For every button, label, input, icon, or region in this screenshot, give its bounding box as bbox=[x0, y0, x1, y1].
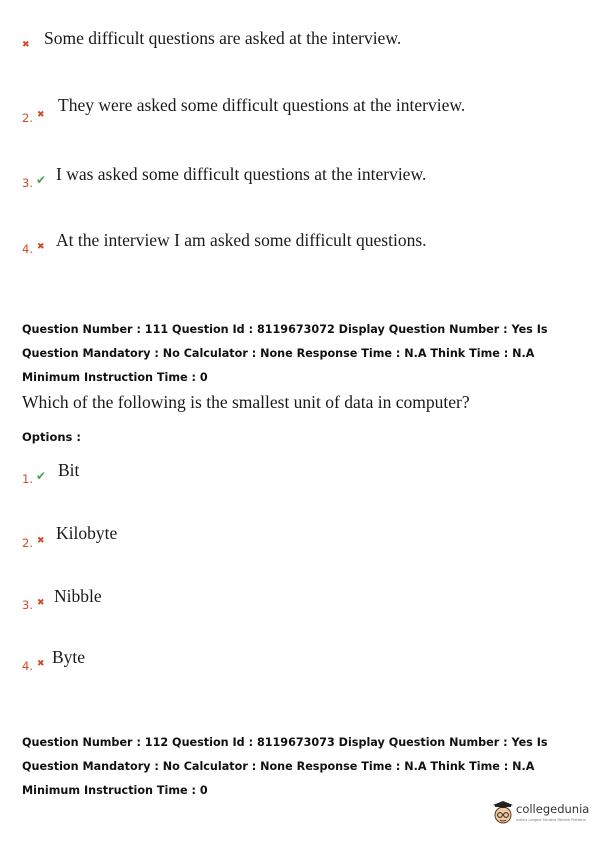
option-text: They were asked some difficult questions at the interview. bbox=[58, 95, 466, 115]
question-111-meta: Question Number : 111 Question Id : 8119673072 Display Question Number : Yes Is Question Mandatory : No Calculator : None Response Time : N.A Think Time : N.A Minimum Instruction Time : 0 bbox=[22, 323, 548, 384]
logo-name: collegedunia bbox=[516, 802, 590, 816]
collegedunia-logo bbox=[492, 800, 592, 830]
option-text: At the interview I am asked some difficult questions. bbox=[56, 230, 427, 250]
option-text: Kilobyte bbox=[56, 523, 118, 543]
question-111-text: Which of the following is the smallest unit of data in computer? bbox=[22, 392, 470, 412]
option-number: 3. bbox=[22, 176, 33, 190]
option-number: 2. bbox=[22, 536, 33, 550]
option-number: 4. bbox=[22, 242, 33, 256]
wrong-mark-icon: ✖ bbox=[37, 110, 45, 120]
option-text: I was asked some difficult questions at the interview. bbox=[56, 164, 427, 184]
option-number: 2. bbox=[22, 111, 33, 125]
wrong-mark-icon: ✖ bbox=[37, 242, 45, 252]
wrong-mark-icon: ✖ bbox=[37, 659, 45, 669]
option-number: 4. bbox=[22, 659, 33, 673]
option-number: 1. bbox=[22, 472, 33, 486]
check-mark-icon: ✔ bbox=[36, 173, 47, 187]
wrong-mark-icon: ✖ bbox=[37, 536, 45, 546]
question-112-meta: Question Number : 112 Question Id : 8119673073 Display Question Number : Yes Is Question Mandatory : No Calculator : None Response Time : N.A Think Time : N.A Minimum Instruction Time : 0 bbox=[22, 736, 548, 797]
option-text: Nibble bbox=[54, 586, 102, 606]
wrong-mark-icon: ✖ bbox=[22, 40, 30, 50]
option-number: 3. bbox=[22, 598, 33, 612]
mascot-icon bbox=[492, 800, 514, 828]
check-mark-icon: ✔ bbox=[36, 469, 47, 483]
option-text: Byte bbox=[52, 647, 86, 667]
logo-tagline: India's Largest Student Review Platform bbox=[516, 818, 586, 822]
options-label: Options : bbox=[22, 430, 81, 444]
option-text: Bit bbox=[58, 460, 80, 480]
option-text: Some difficult questions are asked at the interview. bbox=[44, 28, 402, 48]
wrong-mark-icon: ✖ bbox=[37, 598, 45, 608]
